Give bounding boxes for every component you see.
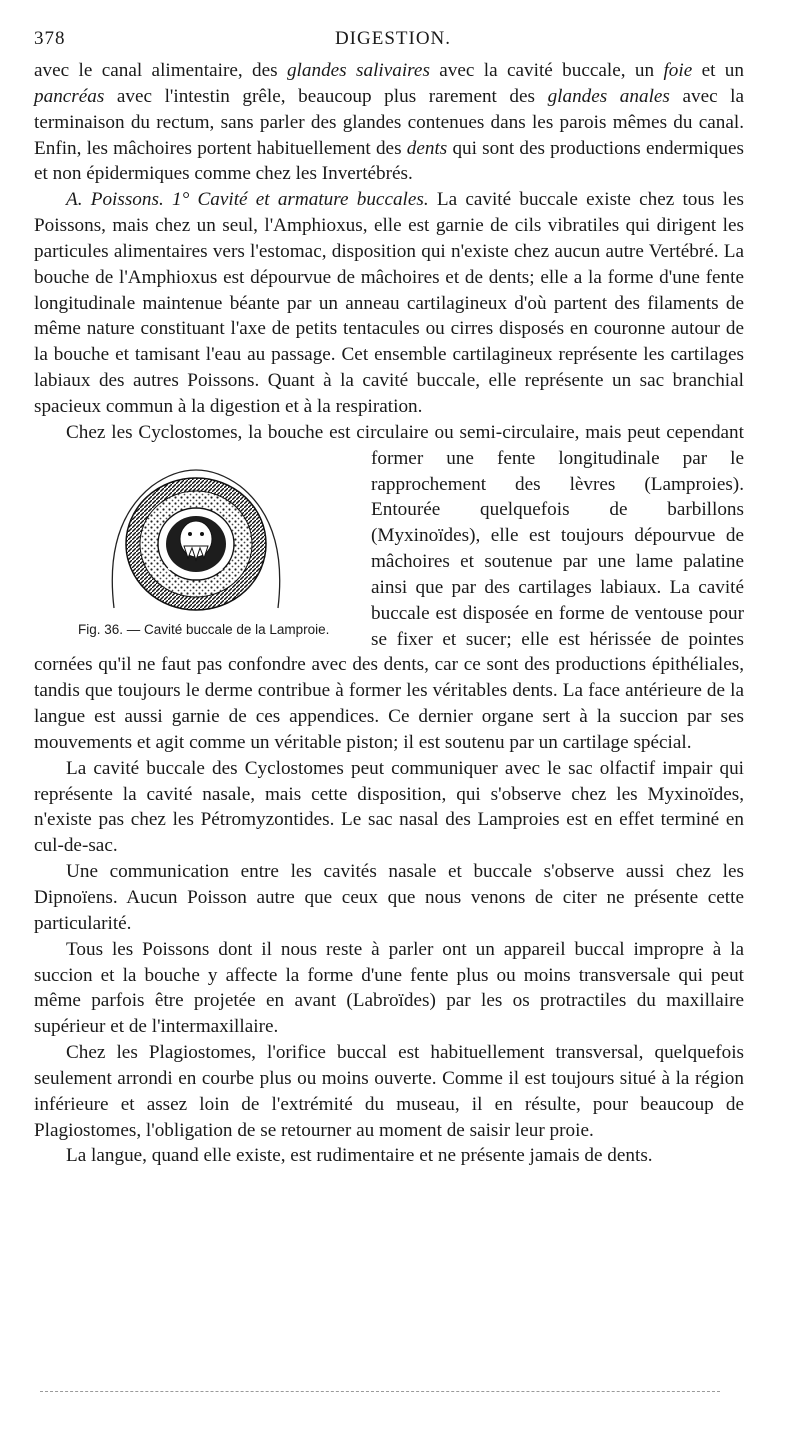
text-run: avec la terminaison du rectum, sans parler des glandes contenues dans les parois mêmes du canal. Enfin, les mâchoires portent habituellement des xyxy=(34,85,744,159)
italic-term: dents xyxy=(406,137,448,159)
text-run: avec le canal alimentaire, des xyxy=(34,60,287,81)
body-text xyxy=(34,58,744,1169)
text-run xyxy=(164,189,172,210)
running-head xyxy=(34,28,752,54)
page-number: 378 xyxy=(34,28,66,49)
running-title: DIGESTION. xyxy=(334,28,452,49)
italic-term: pancréas xyxy=(34,85,105,107)
subsection-heading: 1° Cavité et armature buccales. xyxy=(171,189,429,211)
figure-caption: Fig. 36. — Cavité buccale de la Lamproie. xyxy=(78,621,330,637)
paragraph-other-fishes: Tous les Poissons dont il nous reste à parler ont un appareil buccal impropre à la succion et la bouche y affecte la forme d'une fente plus ou moins transversale qui peut même parfois être projetée en avant (Labroïdes) par les os protractiles du maxillaire supérieur et de l'intermaxillaire. xyxy=(34,938,744,1038)
text-run: avec la cavité buccale, un xyxy=(429,60,664,81)
text-run: qui sont des productions endermiques et non épidermiques comme chez les Invertébrés. xyxy=(34,137,744,185)
bottom-bleed-line xyxy=(40,1391,720,1392)
paragraph-nasal-cavity: La cavité buccale des Cyclostomes peut communiquer avec le sac olfactif impair qui représente la cavité nasale, mais cette disposition, qui s'observe chez les Myxinoïdes, n'existe pas chez les Pétromyzontides. Le sac nasal des Lamproies est en effet terminé en cul-de-sac. xyxy=(34,757,744,857)
text-run: et un xyxy=(692,60,744,81)
paragraph-cyclostomes xyxy=(34,420,744,756)
italic-term: glandes salivaires xyxy=(286,60,430,81)
section-heading: A. Poissons. xyxy=(66,189,164,211)
figure-36 xyxy=(26,446,361,646)
italic-term: foie xyxy=(663,60,693,81)
italic-term: glandes anales xyxy=(547,85,670,107)
text-run: avec l'intestin grêle, beaucoup plus rarement des xyxy=(104,85,548,107)
text-run: La cavité buccale existe chez tous les Poissons, mais chez un seul, l'Amphioxus, elle est garnie de cils vibratiles qui dirigent les particules alimentaires vers l'estomac, disposition qui n'existe chez aucun autre Vertébré. La bouche de l'Amphioxus est dépourvue de mâchoires et de dents; elle a la forme d'une fente longitudinale maintenue béante par un anneau cartilagineux d'où partent des filaments de même nature constituant l'axe de petits tentacules ou cirres disposés en couronne autour de la bouche et tamisant l'eau au passage. Cet ensemble cartilagineux représente les cartilages labiaux des autres Poissons. Quant à la cavité buccale, elle représente un sac branchial spacieux commun à la digestion et à la respiration. xyxy=(34,189,744,417)
lamprey-mouth-illustration xyxy=(108,460,284,620)
paragraph-intro-continued xyxy=(34,58,744,187)
paragraph-dipnoiens: Une communication entre les cavités nasale et buccale s'observe aussi chez les Dipnoïens. Aucun Poisson autre que ceux que nous venons de citer ne présente cette particularité. xyxy=(34,861,744,934)
paragraph-poissons-heading xyxy=(34,187,744,420)
text-run: Chez les Cyclostomes, la bouche est circulaire ou semi-circulaire, mais peut xyxy=(66,421,661,443)
paragraph-tongue: La langue, quand elle existe, est rudimentaire et ne présente jamais de dents. xyxy=(66,1145,653,1167)
paragraph-plagiostomes: Chez les Plagiostomes, l'orifice buccal est habituellement transversal, quelquefois seulement arrondi en courbe plus ou moins ouverte. Comme il est toujours situé à la région inférieure et assez loin de l'extrémité du museau, il en résulte, pour beaucoup de Plagiostomes, l'obligation de se retourner au moment de saisir leur proie. xyxy=(34,1042,744,1141)
text-run: cependant former une fente longitudinale par le rapprochement des lèvres (Lamproies). Entourée quelquefois de barbillons (Myxinoïdes), elle est toujours dépourvue de mâchoires et soutenue par une lame palatine ainsi que par des cartilages labiaux. La cavité buccale est disposée en forme de ventouse pour se fixer et sucer; elle est hérissée de pointes cornées qu'il ne faut pas confondre avec des dents, car ce sont des productions épithéliales, tandis que toujours le derme contribue à former les véritables dents. La face antérieure de la langue est aussi garnie de ces appendices. Ce dernier organe sert à la succion par ses mouvements et agit comme un véritable piston; il est soutenu par un cartilage spécial. xyxy=(34,421,744,753)
